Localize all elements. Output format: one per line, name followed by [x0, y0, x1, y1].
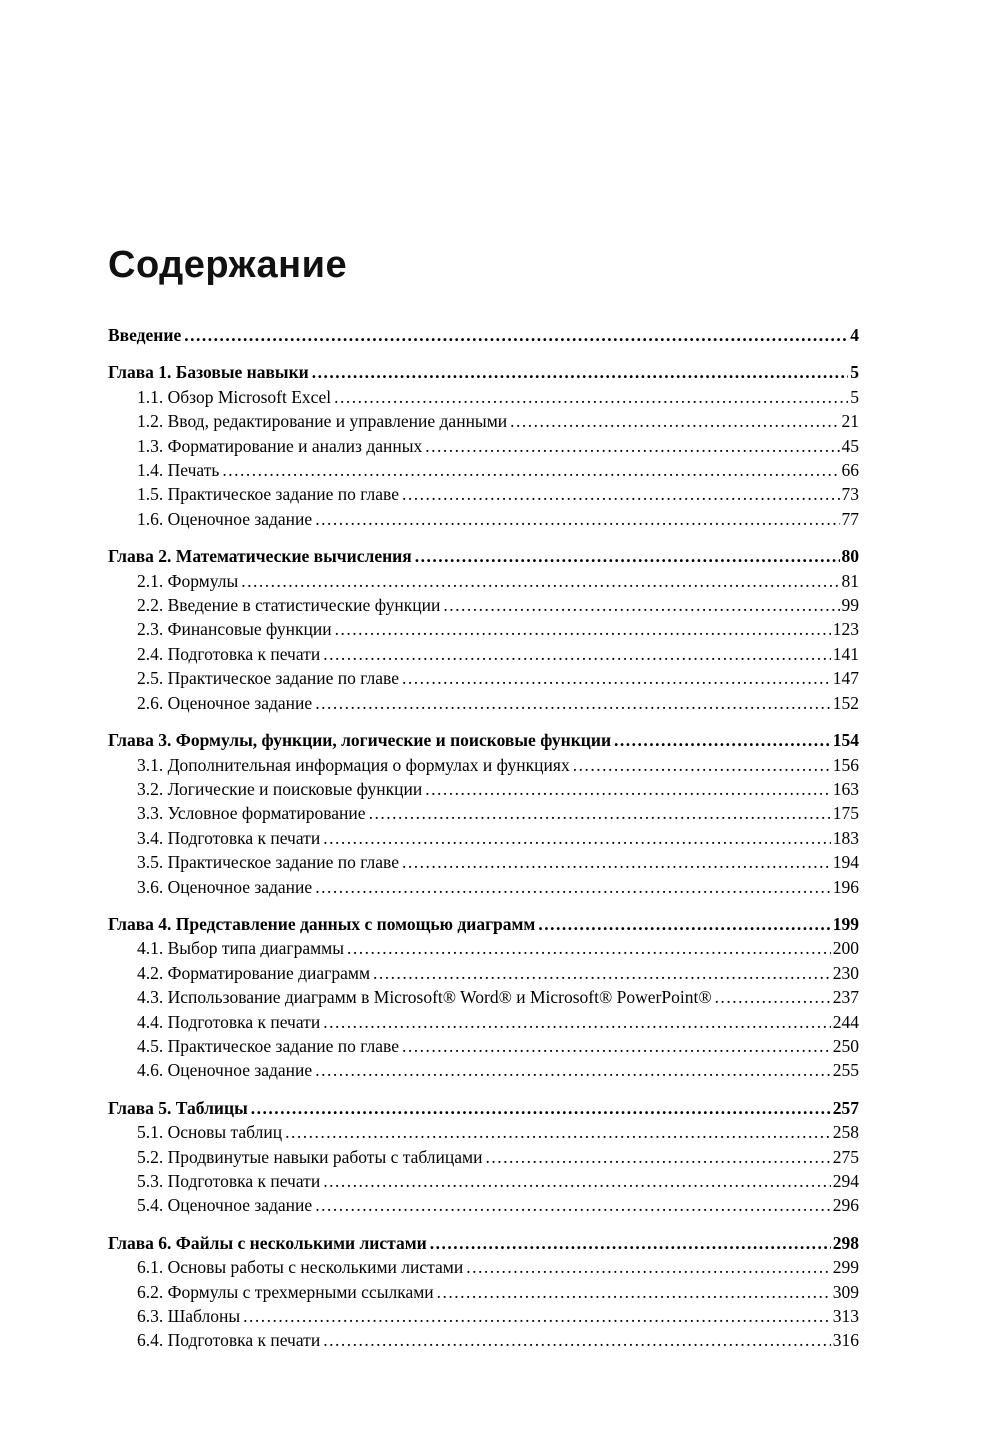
- dot-leader: [369, 801, 831, 825]
- toc-entry-item: [108, 985, 859, 1009]
- toc-entry-page: 152: [832, 692, 859, 713]
- toc-entry-page: 299: [832, 1257, 859, 1278]
- toc-entry-page: 156: [832, 754, 859, 775]
- dot-leader: [323, 642, 831, 666]
- toc-entry-page: 123: [832, 619, 859, 640]
- dot-leader: [315, 691, 831, 715]
- dot-leader: [614, 728, 831, 752]
- toc-entry-page: 237: [832, 987, 859, 1008]
- toc-entry-page: 313: [832, 1306, 859, 1327]
- toc-entry-label: Глава 6. Файлы с несколькими листами: [108, 1232, 427, 1253]
- toc-entry-label: 2.1. Формулы: [137, 570, 239, 591]
- toc-entry-page: 250: [832, 1035, 859, 1056]
- toc-entry-page: 73: [841, 484, 859, 505]
- toc-entry-chapter: [108, 912, 859, 936]
- toc-entry-label: 1.5. Практическое задание по главе: [137, 484, 399, 505]
- toc-entry-label: 2.2. Введение в статистические функции: [137, 595, 441, 616]
- dot-leader: [402, 1034, 831, 1058]
- toc-entry-page: 99: [841, 595, 859, 616]
- dot-leader: [251, 1096, 831, 1120]
- dot-leader: [430, 1231, 831, 1255]
- toc-entry-item: [108, 385, 859, 409]
- dot-leader: [402, 666, 831, 690]
- toc-entry-item: [108, 1034, 859, 1058]
- toc-entry-label: 4.1. Выбор типа диаграммы: [137, 938, 344, 959]
- toc-entry-page: 175: [832, 803, 859, 824]
- toc-entry-page: 275: [832, 1146, 859, 1167]
- toc-entry-item: [108, 569, 859, 593]
- dot-leader: [415, 544, 840, 568]
- toc-entry-label: 4.6. Оценочное задание: [137, 1060, 313, 1081]
- toc-entry-item: [108, 666, 859, 690]
- toc-entry-item: [108, 593, 859, 617]
- toc-entry-item: [108, 617, 859, 641]
- dot-leader: [402, 482, 840, 506]
- dot-leader: [443, 593, 839, 617]
- dot-leader: [323, 826, 831, 850]
- toc-entry-label: 3.3. Условное форматирование: [137, 803, 366, 824]
- toc-entry-chapter: [108, 544, 859, 568]
- toc-entry-page: 196: [832, 876, 859, 897]
- dot-leader: [315, 507, 839, 531]
- toc-entry-label: 4.4. Подготовка к печати: [137, 1011, 321, 1032]
- toc-entry-page: 200: [832, 938, 859, 959]
- dot-leader: [285, 1120, 831, 1144]
- toc-entry-page: 296: [832, 1195, 859, 1216]
- toc-section: [108, 323, 859, 347]
- dot-leader: [466, 1255, 831, 1279]
- page-title: Содержание: [108, 244, 348, 286]
- dot-leader: [485, 1145, 830, 1169]
- toc-entry-chapter: [108, 323, 859, 347]
- toc-entry-label: 1.3. Форматирование и анализ данных: [137, 435, 423, 456]
- toc-entry-label: 4.3. Использование диаграмм в Microsoft® Word® и Microsoft® PowerPoint®: [137, 987, 712, 1008]
- toc-entry-page: 66: [841, 460, 859, 481]
- toc-entry-page: 77: [841, 508, 859, 529]
- toc-entry-item: [108, 507, 859, 531]
- dot-leader: [315, 1193, 831, 1217]
- toc-entry-label: Глава 3. Формулы, функции, логические и поисковые функции: [108, 730, 612, 751]
- toc-entry-chapter: [108, 360, 859, 384]
- toc-entry-chapter: [108, 1096, 859, 1120]
- toc-entry-label: 4.5. Практическое задание по главе: [137, 1035, 399, 1056]
- dot-leader: [573, 753, 831, 777]
- toc-entry-page: 199: [832, 913, 859, 934]
- toc-entry-item: [108, 482, 859, 506]
- toc-entry-label: 1.2. Ввод, редактирование и управление данными: [137, 411, 508, 432]
- toc-entry-item: [108, 642, 859, 666]
- toc-entry-page: 80: [841, 546, 859, 567]
- dot-leader: [335, 617, 831, 641]
- toc-entry-page: 21: [841, 411, 859, 432]
- toc-entry-label: Глава 1. Базовые навыки: [108, 362, 309, 383]
- dot-leader: [241, 569, 839, 593]
- toc-entry-item: [108, 434, 859, 458]
- toc-entry-page: 5: [850, 362, 859, 383]
- dot-leader: [222, 458, 839, 482]
- toc-entry-label: Глава 2. Математические вычисления: [108, 546, 412, 567]
- toc-entry-item: [108, 691, 859, 715]
- dot-leader: [347, 936, 831, 960]
- toc-entry-label: 2.5. Практическое задание по главе: [137, 668, 399, 689]
- toc-section: [108, 1231, 859, 1353]
- toc-entry-label: 5.3. Подготовка к печати: [137, 1171, 321, 1191]
- toc-entry-item: [108, 753, 859, 777]
- toc-entry-label: Глава 4. Представление данных с помощью диаграмм: [108, 913, 536, 934]
- toc-entry-page: 255: [832, 1060, 859, 1081]
- toc-entry-item: [108, 409, 859, 433]
- dot-leader: [402, 850, 831, 874]
- toc-entry-item: [108, 961, 859, 985]
- dot-leader: [184, 323, 848, 347]
- toc-entry-page: 5: [850, 386, 859, 407]
- dot-leader: [312, 360, 849, 384]
- toc-entry-item: [108, 1169, 859, 1193]
- dot-leader: [715, 985, 831, 1009]
- toc-list: [108, 323, 859, 1353]
- dot-leader: [323, 1010, 831, 1034]
- toc-entry-page: 183: [832, 827, 859, 848]
- toc-entry-page: 154: [832, 730, 859, 751]
- dot-leader: [437, 1280, 831, 1304]
- toc-entry-label: 3.4. Подготовка к печати: [137, 827, 321, 848]
- toc-entry-item: [108, 1145, 859, 1169]
- toc-entry-item: [108, 826, 859, 850]
- toc-entry-item: [108, 1193, 859, 1217]
- toc-section: [108, 360, 859, 531]
- toc-entry-label: Введение: [108, 325, 182, 345]
- toc-entry-label: 1.1. Обзор Microsoft Excel: [137, 386, 332, 407]
- dot-leader: [373, 961, 831, 985]
- toc-entry-item: [108, 1010, 859, 1034]
- toc-entry-page: 316: [832, 1330, 859, 1351]
- toc-entry-item: [108, 1328, 859, 1352]
- toc-entry-label: 3.2. Логические и поисковые функции: [137, 778, 423, 799]
- toc-entry-page: 309: [832, 1281, 859, 1302]
- toc-entry-label: 1.6. Оценочное задание: [137, 508, 313, 529]
- toc-entry-item: [108, 850, 859, 874]
- toc-entry-item: [108, 1255, 859, 1279]
- toc-entry-label: 6.1. Основы работы с несколькими листами: [137, 1257, 464, 1278]
- dot-leader: [425, 434, 839, 458]
- dot-leader: [538, 912, 830, 936]
- toc-entry-label: 3.1. Дополнительная информация о формулах и функциях: [137, 754, 570, 775]
- toc-entry-label: 1.4. Печать: [137, 460, 220, 481]
- toc-entry-item: [108, 1304, 859, 1328]
- toc-entry-label: 5.1. Основы таблиц: [137, 1122, 283, 1143]
- toc-entry-page: 294: [832, 1171, 859, 1191]
- dot-leader: [425, 777, 830, 801]
- toc-entry-label: 4.2. Форматирование диаграмм: [137, 962, 371, 983]
- toc-entry-chapter: [108, 728, 859, 752]
- toc-entry-page: 230: [832, 962, 859, 983]
- toc-entry-page: 244: [832, 1011, 859, 1032]
- toc-entry-page: 4: [850, 325, 859, 345]
- toc-entry-page: 258: [832, 1122, 859, 1143]
- toc-entry-item: [108, 1058, 859, 1082]
- dot-leader: [323, 1169, 831, 1193]
- toc-entry-page: 163: [832, 778, 859, 799]
- dot-leader: [315, 875, 831, 899]
- toc-entry-label: 2.3. Финансовые функции: [137, 619, 332, 640]
- toc-entry-item: [108, 458, 859, 482]
- toc-entry-page: 194: [832, 852, 859, 873]
- toc-entry-label: Глава 5. Таблицы: [108, 1097, 248, 1118]
- dot-leader: [510, 409, 839, 433]
- toc-entry-label: 6.3. Шаблоны: [137, 1306, 241, 1327]
- toc-entry-page: 81: [841, 570, 859, 591]
- toc-entry-item: [108, 936, 859, 960]
- dot-leader: [243, 1304, 831, 1328]
- toc-entry-page: 45: [841, 435, 859, 456]
- toc-entry-label: 3.5. Практическое задание по главе: [137, 852, 399, 873]
- toc-entry-label: 2.4. Подготовка к печати: [137, 643, 321, 664]
- dot-leader: [315, 1058, 831, 1082]
- toc-entry-item: [108, 1120, 859, 1144]
- toc-entry-label: 2.6. Оценочное задание: [137, 692, 313, 713]
- dot-leader: [334, 385, 848, 409]
- toc-entry-label: 5.4. Оценочное задание: [137, 1195, 313, 1216]
- toc-section: [108, 544, 859, 715]
- toc-entry-item: [108, 801, 859, 825]
- toc-entry-page: 298: [832, 1232, 859, 1253]
- toc-section: [108, 728, 859, 899]
- toc-entry-item: [108, 875, 859, 899]
- toc-section: [108, 1096, 859, 1218]
- toc-entry-label: 3.6. Оценочное задание: [137, 876, 313, 897]
- toc-entry-label: 5.2. Продвинутые навыки работы с таблицами: [137, 1146, 483, 1167]
- toc-entry-label: 6.2. Формулы с трехмерными ссылками: [137, 1281, 434, 1302]
- dot-leader: [323, 1328, 831, 1352]
- toc-entry-page: 147: [832, 668, 859, 689]
- toc-entry-chapter: [108, 1231, 859, 1255]
- toc-section: [108, 912, 859, 1083]
- toc-entry-page: 141: [832, 643, 859, 664]
- toc-entry-label: 6.4. Подготовка к печати: [137, 1330, 321, 1351]
- toc-entry-item: [108, 1280, 859, 1304]
- toc-entry-item: [108, 777, 859, 801]
- toc-entry-page: 257: [832, 1097, 859, 1118]
